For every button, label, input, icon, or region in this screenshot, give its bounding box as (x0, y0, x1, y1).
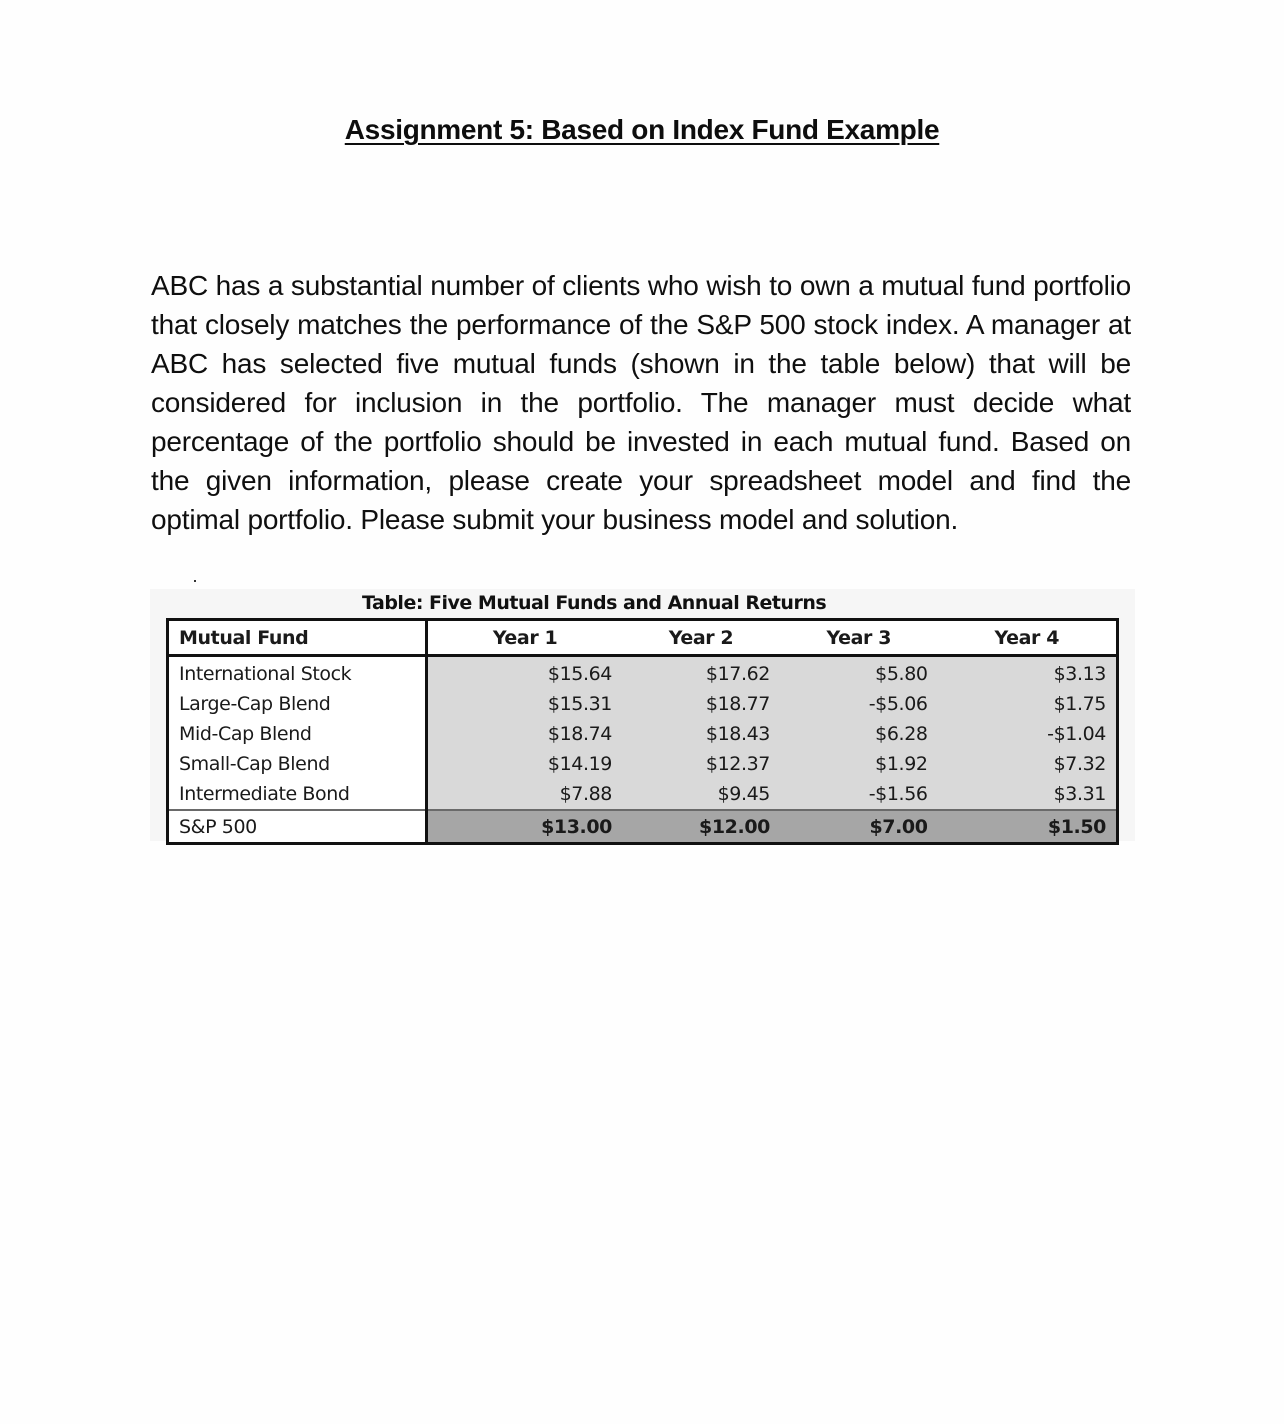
year-1-return: $15.31 (427, 689, 622, 719)
year-2-return: $12.37 (622, 749, 780, 779)
benchmark-name: S&P 500 (168, 810, 427, 844)
table-row (168, 656, 1118, 690)
fund-name: Small-Cap Blend (168, 749, 427, 779)
table-row (168, 689, 1118, 719)
header-year-2: Year 2 (622, 620, 780, 656)
year-4-return: $3.13 (938, 656, 1118, 690)
document-title: Assignment 5: Based on Index Fund Example (344, 114, 940, 145)
year-3-return: $6.28 (780, 719, 938, 749)
benchmark-year-3: $7.00 (780, 810, 938, 844)
stray-mark (194, 580, 196, 582)
fund-name: International Stock (168, 656, 427, 690)
year-2-return: $18.77 (622, 689, 780, 719)
year-2-return: $9.45 (622, 779, 780, 810)
table-row (168, 779, 1118, 810)
header-year-1: Year 1 (427, 620, 622, 656)
year-1-return: $7.88 (427, 779, 622, 810)
year-1-return: $18.74 (427, 719, 622, 749)
table-caption: Table: Five Mutual Funds and Annual Returns (362, 592, 827, 614)
table-row (168, 749, 1118, 779)
assignment-description: ABC has a substantial number of clients who wish to own a mutual fund portfolio that closely matches the performance of the S&P 500 stock index. A manager at ABC has selected five mutual funds (shown in the table below) that will be considered for inclusion in the portfolio. The manager must decide what percentage of the portfolio should be invested in each mutual fund. Based on the given information, please create your spreadsheet model and find the optimal portfolio. Please submit your business model and solution. (151, 270, 1131, 535)
table-row (168, 719, 1118, 749)
year-4-return: $1.75 (938, 689, 1118, 719)
fund-name: Intermediate Bond (168, 779, 427, 810)
year-1-return: $14.19 (427, 749, 622, 779)
benchmark-row (168, 810, 1118, 844)
header-year-4: Year 4 (938, 620, 1118, 656)
year-3-return: -$5.06 (780, 689, 938, 719)
table-header-row (168, 620, 1118, 656)
mutual-fund-returns-table (166, 618, 1119, 845)
fund-name: Large-Cap Blend (168, 689, 427, 719)
year-3-return: $5.80 (780, 656, 938, 690)
fund-name: Mid-Cap Blend (168, 719, 427, 749)
year-1-return: $15.64 (427, 656, 622, 690)
year-2-return: $18.43 (622, 719, 780, 749)
year-4-return: $3.31 (938, 779, 1118, 810)
benchmark-year-4: $1.50 (938, 810, 1118, 844)
year-3-return: -$1.56 (780, 779, 938, 810)
benchmark-year-2: $12.00 (622, 810, 780, 844)
year-4-return: $7.32 (938, 749, 1118, 779)
header-mutual-fund: Mutual Fund (168, 620, 427, 656)
benchmark-year-1: $13.00 (427, 810, 622, 844)
year-2-return: $17.62 (622, 656, 780, 690)
year-4-return: -$1.04 (938, 719, 1118, 749)
header-year-3: Year 3 (780, 620, 938, 656)
year-3-return: $1.92 (780, 749, 938, 779)
